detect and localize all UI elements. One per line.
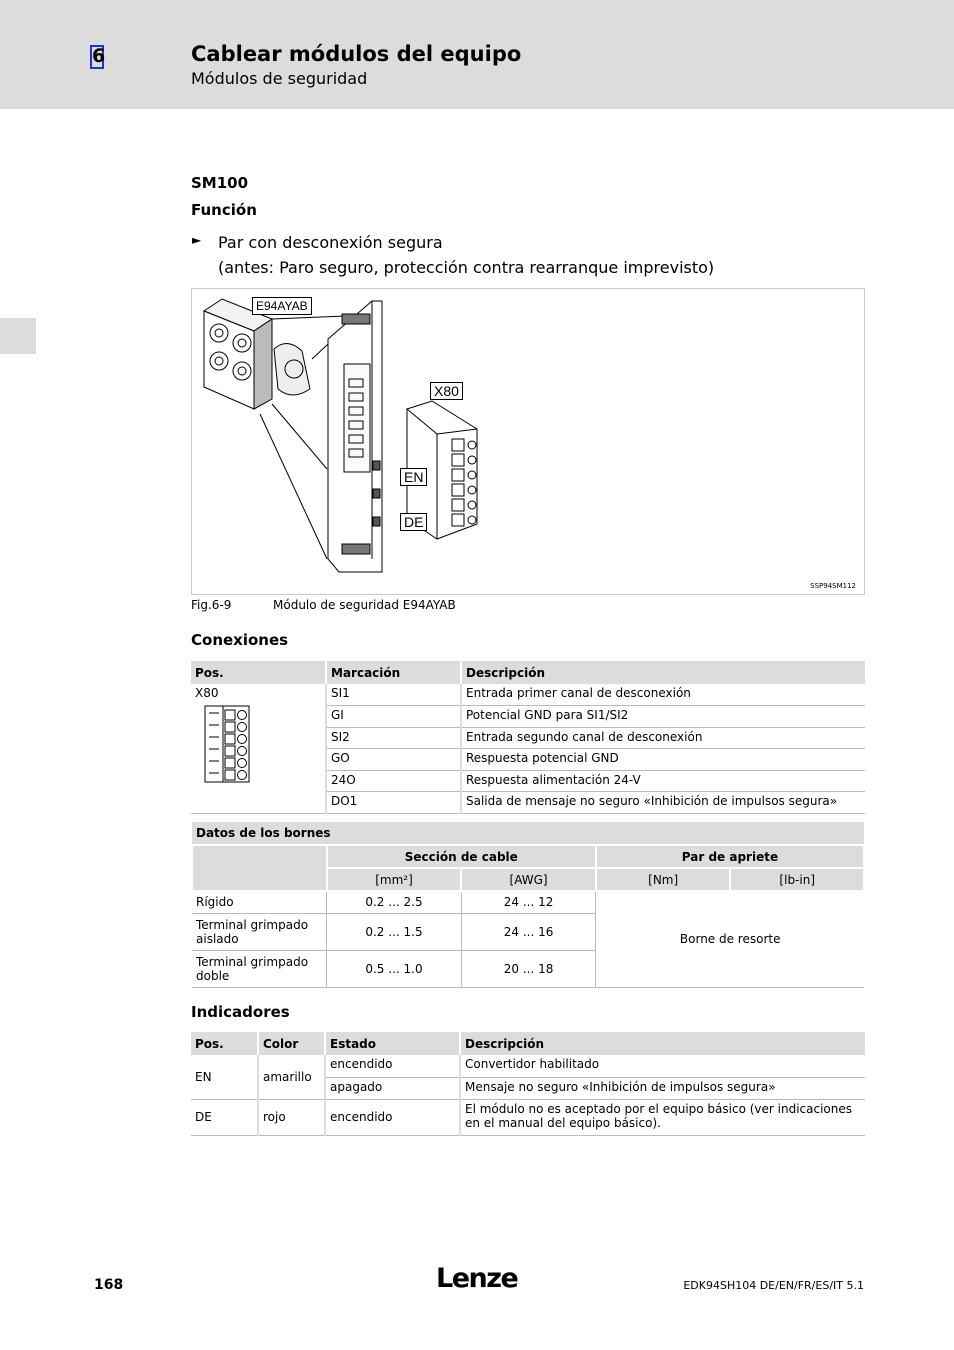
- mark-cell: SI2: [326, 727, 461, 749]
- document-id: EDK94SH104 DE/EN/FR/ES/IT 5.1: [683, 1279, 864, 1292]
- desc-cell: Convertidor habilitado: [460, 1055, 865, 1077]
- wire-type: Rígido: [192, 891, 327, 913]
- pos-cell: EN: [191, 1055, 258, 1099]
- desc-cell: Entrada primer canal de desconexión: [461, 684, 865, 706]
- state-cell: encendido: [325, 1099, 460, 1135]
- torque-header: Par de apriete: [596, 845, 864, 868]
- table-header-row: [191, 1032, 865, 1055]
- chapter-subtitle: Módulos de seguridad: [191, 69, 368, 88]
- table-row: [191, 1099, 865, 1135]
- color-cell: rojo: [258, 1099, 325, 1135]
- de-label: DE: [400, 513, 427, 531]
- col-header: Descripción: [461, 661, 865, 684]
- table-header-row: [191, 661, 865, 684]
- bullet-line-2: (antes: Paro seguro, protección contra rearranque imprevisto): [218, 258, 715, 277]
- awg-value: 24 ... 16: [461, 913, 596, 950]
- unit-awg: [AWG]: [461, 868, 596, 891]
- module-figure: [191, 288, 865, 595]
- mm2-value: 0.2 ... 2.5: [327, 891, 462, 913]
- desc-cell: Respuesta alimentación 24-V: [461, 770, 865, 792]
- mm2-value: 0.5 ... 1.0: [327, 950, 462, 987]
- section-header: Sección de cable: [327, 845, 596, 868]
- figure-code: SSP94SM112: [810, 582, 856, 590]
- section-subtitle: Función: [191, 201, 257, 219]
- en-label: EN: [400, 468, 427, 486]
- spring-terminal-cell: Borne de resorte: [596, 891, 864, 987]
- table-row: [192, 891, 864, 913]
- awg-value: 20 ... 18: [461, 950, 596, 987]
- section-title: SM100: [191, 174, 249, 192]
- terminal-plug-icon: [203, 704, 253, 784]
- connections-heading: Conexiones: [191, 631, 289, 649]
- chapter-title: Cablear módulos del equipo: [191, 42, 522, 66]
- pos-cell: [191, 684, 326, 814]
- mark-cell: GI: [326, 706, 461, 728]
- wire-type: Terminal grimpado aislado: [192, 913, 327, 950]
- state-cell: apagado: [325, 1077, 460, 1099]
- mm2-value: 0.2 ... 1.5: [327, 913, 462, 950]
- chapter-number: 6: [92, 45, 106, 67]
- unit-lbin: [lb-in]: [730, 868, 864, 891]
- mark-cell: 24O: [326, 770, 461, 792]
- col-header: Marcación: [326, 661, 461, 684]
- table-title-row: [192, 822, 864, 845]
- state-cell: encendido: [325, 1055, 460, 1077]
- table-header-row: [192, 845, 864, 868]
- side-tab: [0, 318, 36, 354]
- desc-cell: Entrada segundo canal de desconexión: [461, 727, 865, 749]
- module-drawing: [192, 289, 864, 594]
- x80-label: X80: [430, 382, 463, 400]
- bullet-item: [218, 230, 714, 280]
- col-header: Estado: [325, 1032, 460, 1055]
- lenze-logo: Lenze: [436, 1263, 518, 1294]
- desc-cell: Respuesta potencial GND: [461, 749, 865, 771]
- figure-number: Fig.6-9: [191, 598, 232, 612]
- indicators-table: [191, 1032, 865, 1136]
- bullet-line-1: Par con desconexión segura: [218, 233, 443, 252]
- col-header: Pos.: [191, 661, 326, 684]
- figure-caption: Módulo de seguridad E94AYAB: [273, 598, 456, 612]
- col-header: Pos.: [191, 1032, 258, 1055]
- wire-type: Terminal grimpado doble: [192, 950, 327, 987]
- mark-cell: SI1: [326, 684, 461, 706]
- page-header: [0, 0, 954, 109]
- bullet-arrow-icon: ►: [192, 233, 202, 247]
- desc-cell: Salida de mensaje no seguro «Inhibición de impulsos segura»: [461, 792, 865, 814]
- table-row: [191, 684, 865, 706]
- connections-table: [191, 661, 865, 814]
- page-number: 168: [94, 1277, 124, 1293]
- terminal-data-table: [191, 822, 865, 988]
- col-header: Color: [258, 1032, 325, 1055]
- module-label: E94AYAB: [252, 297, 312, 315]
- pos-value: X80: [195, 686, 219, 700]
- desc-cell: Mensaje no seguro «Inhibición de impulsos segura»: [460, 1077, 865, 1099]
- color-cell: amarillo: [258, 1055, 325, 1099]
- unit-nm: [Nm]: [596, 868, 731, 891]
- col-header: Descripción: [460, 1032, 865, 1055]
- desc-cell: Potencial GND para SI1/SI2: [461, 706, 865, 728]
- empty-header: [192, 845, 327, 891]
- mark-cell: GO: [326, 749, 461, 771]
- table-title: Datos de los bornes: [192, 822, 864, 845]
- mark-cell: DO1: [326, 792, 461, 814]
- awg-value: 24 ... 12: [461, 891, 596, 913]
- indicators-heading: Indicadores: [191, 1003, 290, 1021]
- pos-cell: DE: [191, 1099, 258, 1135]
- desc-cell: El módulo no es aceptado por el equipo básico (ver indicaciones en el manual del equipo básico).: [460, 1099, 865, 1135]
- table-row: [191, 1055, 865, 1077]
- unit-mm2: [mm²]: [327, 868, 462, 891]
